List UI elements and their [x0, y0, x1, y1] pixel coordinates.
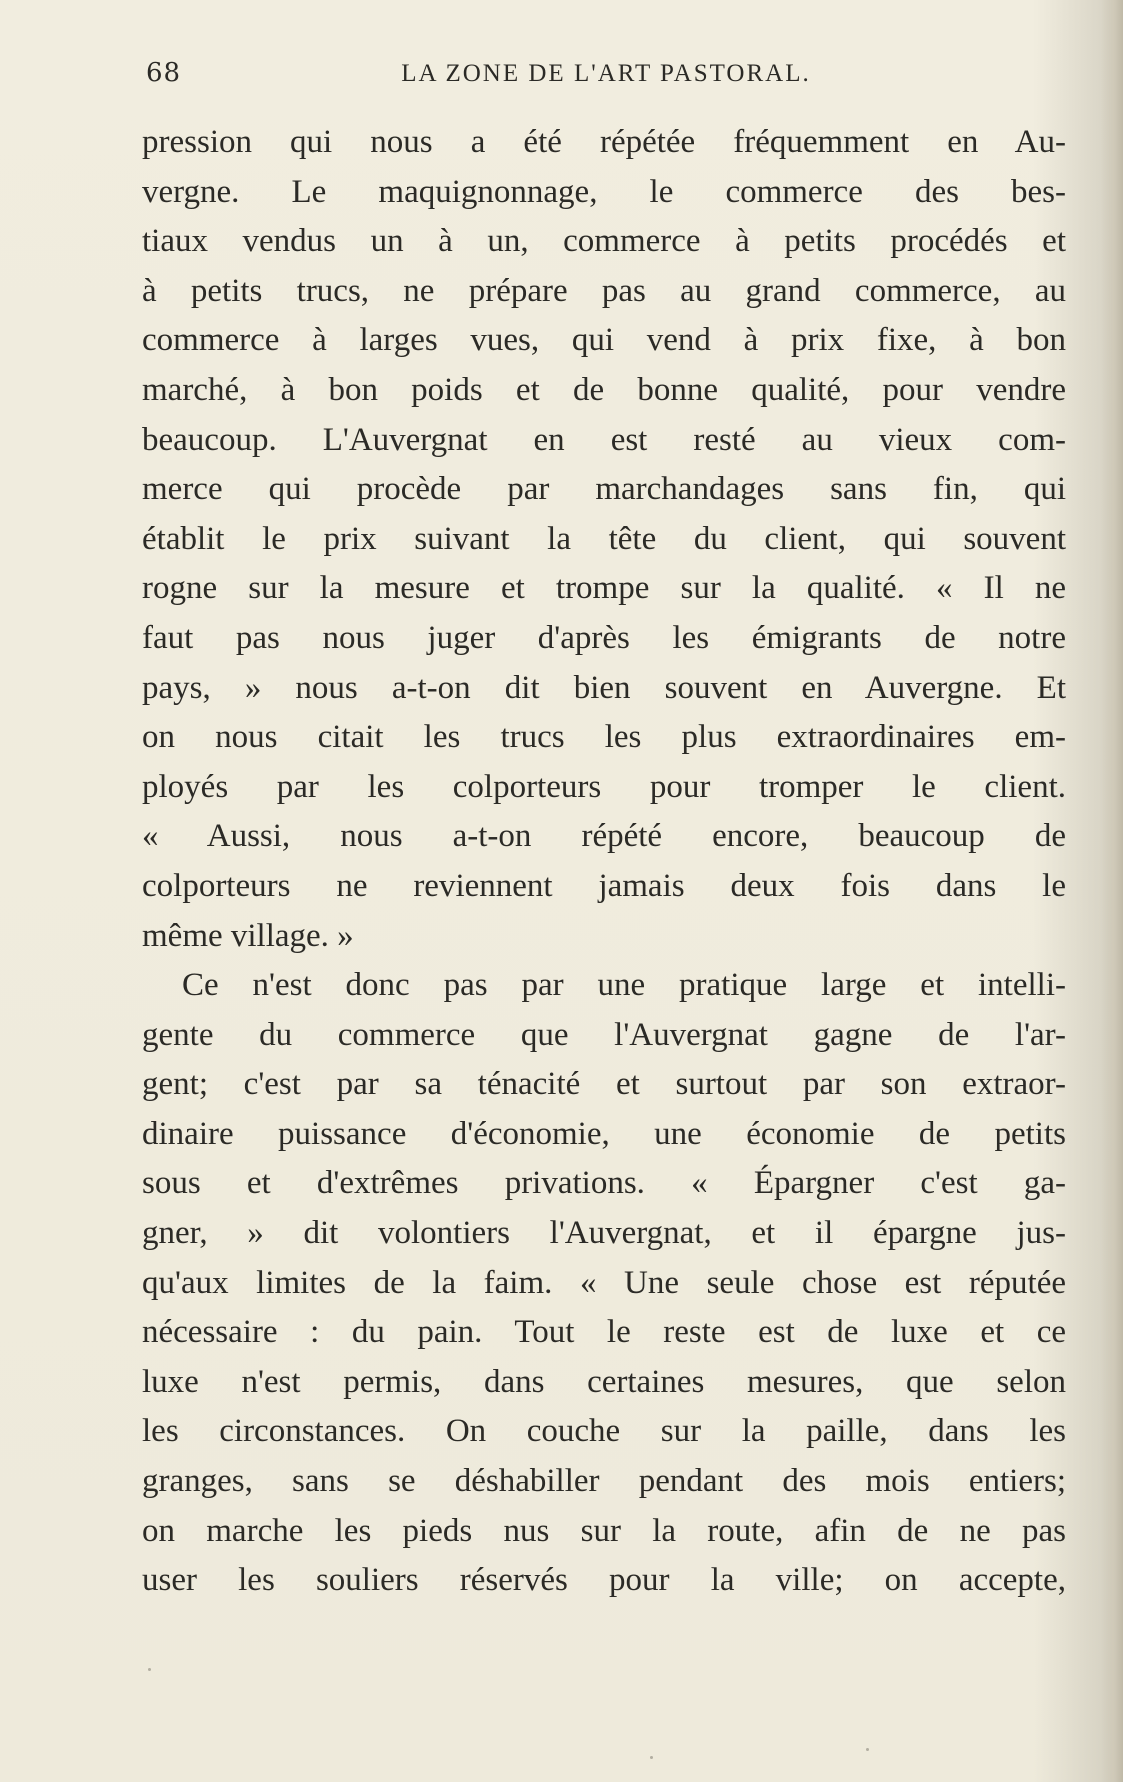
text-line: faut pas nous juger d'après les émigrants de notre [142, 619, 1066, 656]
text-line: qu'aux limites de la faim. « Une seule chose est réputée [142, 1264, 1066, 1301]
text-line: les circonstances. On couche sur la paille, dans les [142, 1413, 1066, 1450]
body-text [142, 118, 1066, 1606]
text-line: « Aussi, nous a-t-on répété encore, beaucoup de [142, 818, 1066, 855]
text-line: établit le prix suivant la tête du client, qui souvent [142, 520, 1066, 557]
text-line: on nous citait les trucs les plus extraordinaires em- [142, 719, 1066, 756]
text-line: pays, » nous a-t-on dit bien souvent en Auvergne. Et [142, 669, 1066, 706]
paper-speck [650, 1756, 653, 1759]
text-line: marché, à bon poids et de bonne qualité, pour vendre [142, 371, 1066, 408]
text-line: gente du commerce que l'Auvergnat gagne de l'ar- [142, 1016, 1066, 1053]
text-line: gent; c'est par sa ténacité et surtout par son extraor- [142, 1066, 1066, 1103]
text-line: vergne. Le maquignonnage, le commerce des bes- [142, 173, 1066, 210]
page-header [146, 58, 1066, 98]
text-line: pression qui nous a été répétée fréquemment en Au- [142, 124, 1066, 160]
text-line: sous et d'extrêmes privations. « Épargner c'est ga- [142, 1165, 1066, 1202]
text-line: rogne sur la mesure et trompe sur la qualité. « Il ne [142, 570, 1066, 607]
text-line: tiaux vendus un à un, commerce à petits procédés et [142, 223, 1066, 260]
text-line: granges, sans se déshabiller pendant des mois entiers; [142, 1463, 1066, 1500]
running-title: LA ZONE DE L'ART PASTORAL. [401, 60, 811, 87]
text-line: commerce à larges vues, qui vend à prix fixe, à bon [142, 322, 1066, 359]
text-line: gner, » dit volontiers l'Auvergnat, et il épargne jus- [142, 1215, 1066, 1252]
text-line: beaucoup. L'Auvergnat en est resté au vieux com- [142, 421, 1066, 458]
text-line: nécessaire : du pain. Tout le reste est de luxe et ce [142, 1314, 1066, 1351]
text-line: on marche les pieds nus sur la route, afin de ne pas [142, 1512, 1066, 1549]
text-line: user les souliers réservés pour la ville; on accepte, [142, 1562, 1066, 1599]
page-edge-shadow [1101, 0, 1123, 1782]
text-line: ployés par les colporteurs pour tromper le client. [142, 768, 1066, 805]
text-line: Ce n'est donc pas par une pratique large et intelli- [182, 967, 1066, 1004]
text-line: colporteurs ne reviennent jamais deux fois dans le [142, 867, 1066, 904]
text-line: dinaire puissance d'économie, une économie de petits [142, 1115, 1066, 1152]
paper-speck [148, 1668, 151, 1671]
text-line: merce qui procède par marchandages sans fin, qui [142, 471, 1066, 508]
text-line: à petits trucs, ne prépare pas au grand commerce, au [142, 272, 1066, 309]
page-number: 68 [146, 58, 182, 88]
paper-speck [866, 1748, 869, 1751]
text-line: même village. » [142, 917, 354, 954]
text-line: luxe n'est permis, dans certaines mesures, que selon [142, 1363, 1066, 1400]
